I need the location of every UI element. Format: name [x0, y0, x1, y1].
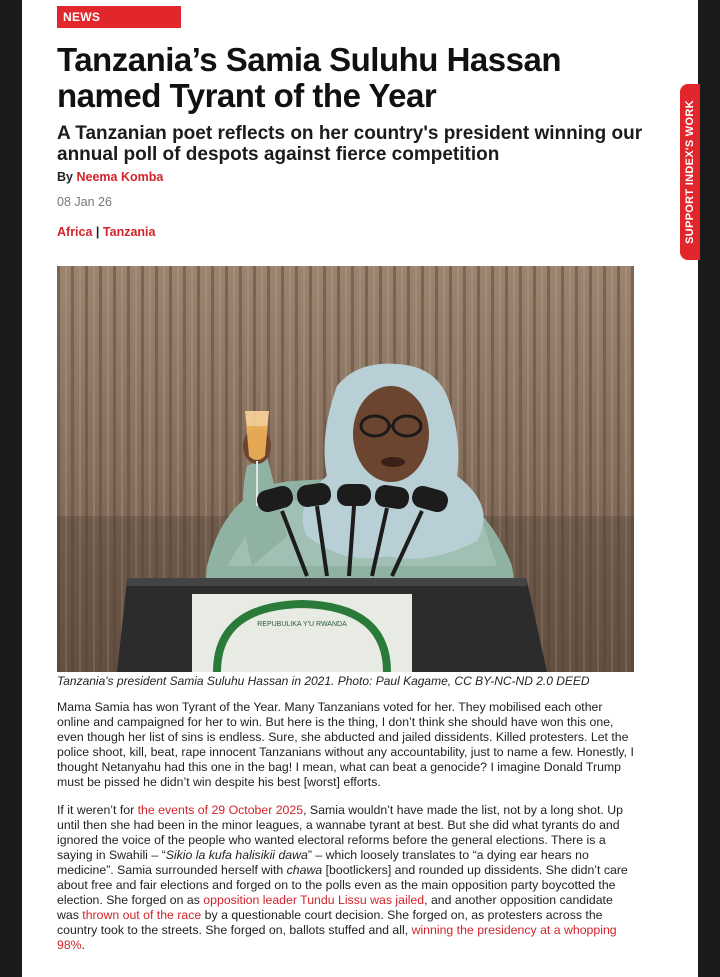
headline-line-2: named Tyrant of the Year	[57, 77, 437, 114]
paragraph-1: Mama Samia has won Tyrant of the Year. Many Tanzanians voted for her. They mobilised each other online and campaigned for her to win. But here is the thing, I don’t think she should have won this one, even though her list of sins is endless. Sure, she abducted and jailed dissidents. Killed protesters. Let the police shoot, kill, beat, rape innocent Tanzanians without any accountability, just to name a few. Honestly, I thought Netanyahu had this one in the bag! I mean, what can beat a genocide? I imagine Donald Trump must be pissed he didn’t win despite his best [worst] efforts.	[57, 700, 634, 789]
support-index-tab[interactable]	[680, 84, 700, 260]
tag-africa[interactable]: Africa	[57, 225, 93, 239]
chawa-term: chawa	[286, 863, 323, 877]
byline	[57, 170, 163, 184]
text-run: ” – which loosely translates to “a dying ear hears no medicine”. Samia surrounded herself with	[57, 848, 589, 877]
text-run: [bootlickers] and rounded up dissidents. She didn’t care about free and fair elections and forged on to the polls even as the main opposition party boycotted the election. She forged on as	[57, 863, 628, 907]
podium-seal-text: REPUBULIKA Y'U RWANDA	[257, 621, 347, 628]
author-link[interactable]: Neema Komba	[76, 170, 164, 184]
link-thrown-out[interactable]: thrown out of the race	[82, 908, 202, 922]
tag-list	[57, 225, 155, 239]
photo-illustration	[57, 266, 634, 672]
publish-date: 08 Jan 26	[57, 195, 112, 209]
photo-caption: Tanzania's president Samia Suluhu Hassan in 2021. Photo: Paul Kagame, CC BY-NC-ND 2.0 DEED	[57, 674, 590, 688]
headline-line-1: Tanzania’s Samia Suluhu Hassan	[57, 41, 561, 78]
category-badge[interactable]: NEWS	[57, 6, 181, 28]
text-run: .	[81, 938, 86, 952]
article-body	[57, 700, 637, 966]
article-subhead: A Tanzanian poet reflects on her country's president winning our annual poll of despots against fierce competition	[57, 123, 643, 165]
tag-separator: |	[95, 225, 100, 239]
text-run: If it weren’t for	[57, 803, 138, 817]
text-run: , Samia wouldn’t have made the list, not by a long shot. Up until then she had been in the minor leagues, a wannabe tyrant at best. But she did what tyrants do and ignored the voice of the people who wanted electoral reforms before the general elections. There is a saying in Swahili – “	[57, 803, 623, 862]
text-run: , and another opposition candidate was	[57, 893, 613, 922]
paragraph-2	[57, 803, 637, 953]
support-tab-label: SUPPORT INDEX'S WORK	[684, 100, 696, 244]
text-run: by a questionable court decision. She forged on, as protesters across the country took to the streets. She forged on, ballots stuffed and all,	[57, 908, 603, 937]
byline-prefix: By	[57, 170, 73, 184]
link-events-29-october[interactable]: the events of 29 October 2025	[137, 803, 304, 817]
swahili-saying: Sikio la kufa halisikii dawa	[165, 848, 308, 862]
article-photo	[57, 266, 634, 672]
link-winning-presidency[interactable]: winning the presidency at a whopping 98%	[57, 923, 617, 952]
article-headline	[57, 42, 667, 114]
link-lissu-jailed[interactable]: opposition leader Tundu Lissu was jailed	[203, 893, 425, 907]
tag-tanzania[interactable]: Tanzania	[102, 225, 156, 239]
article-page	[22, 0, 698, 977]
